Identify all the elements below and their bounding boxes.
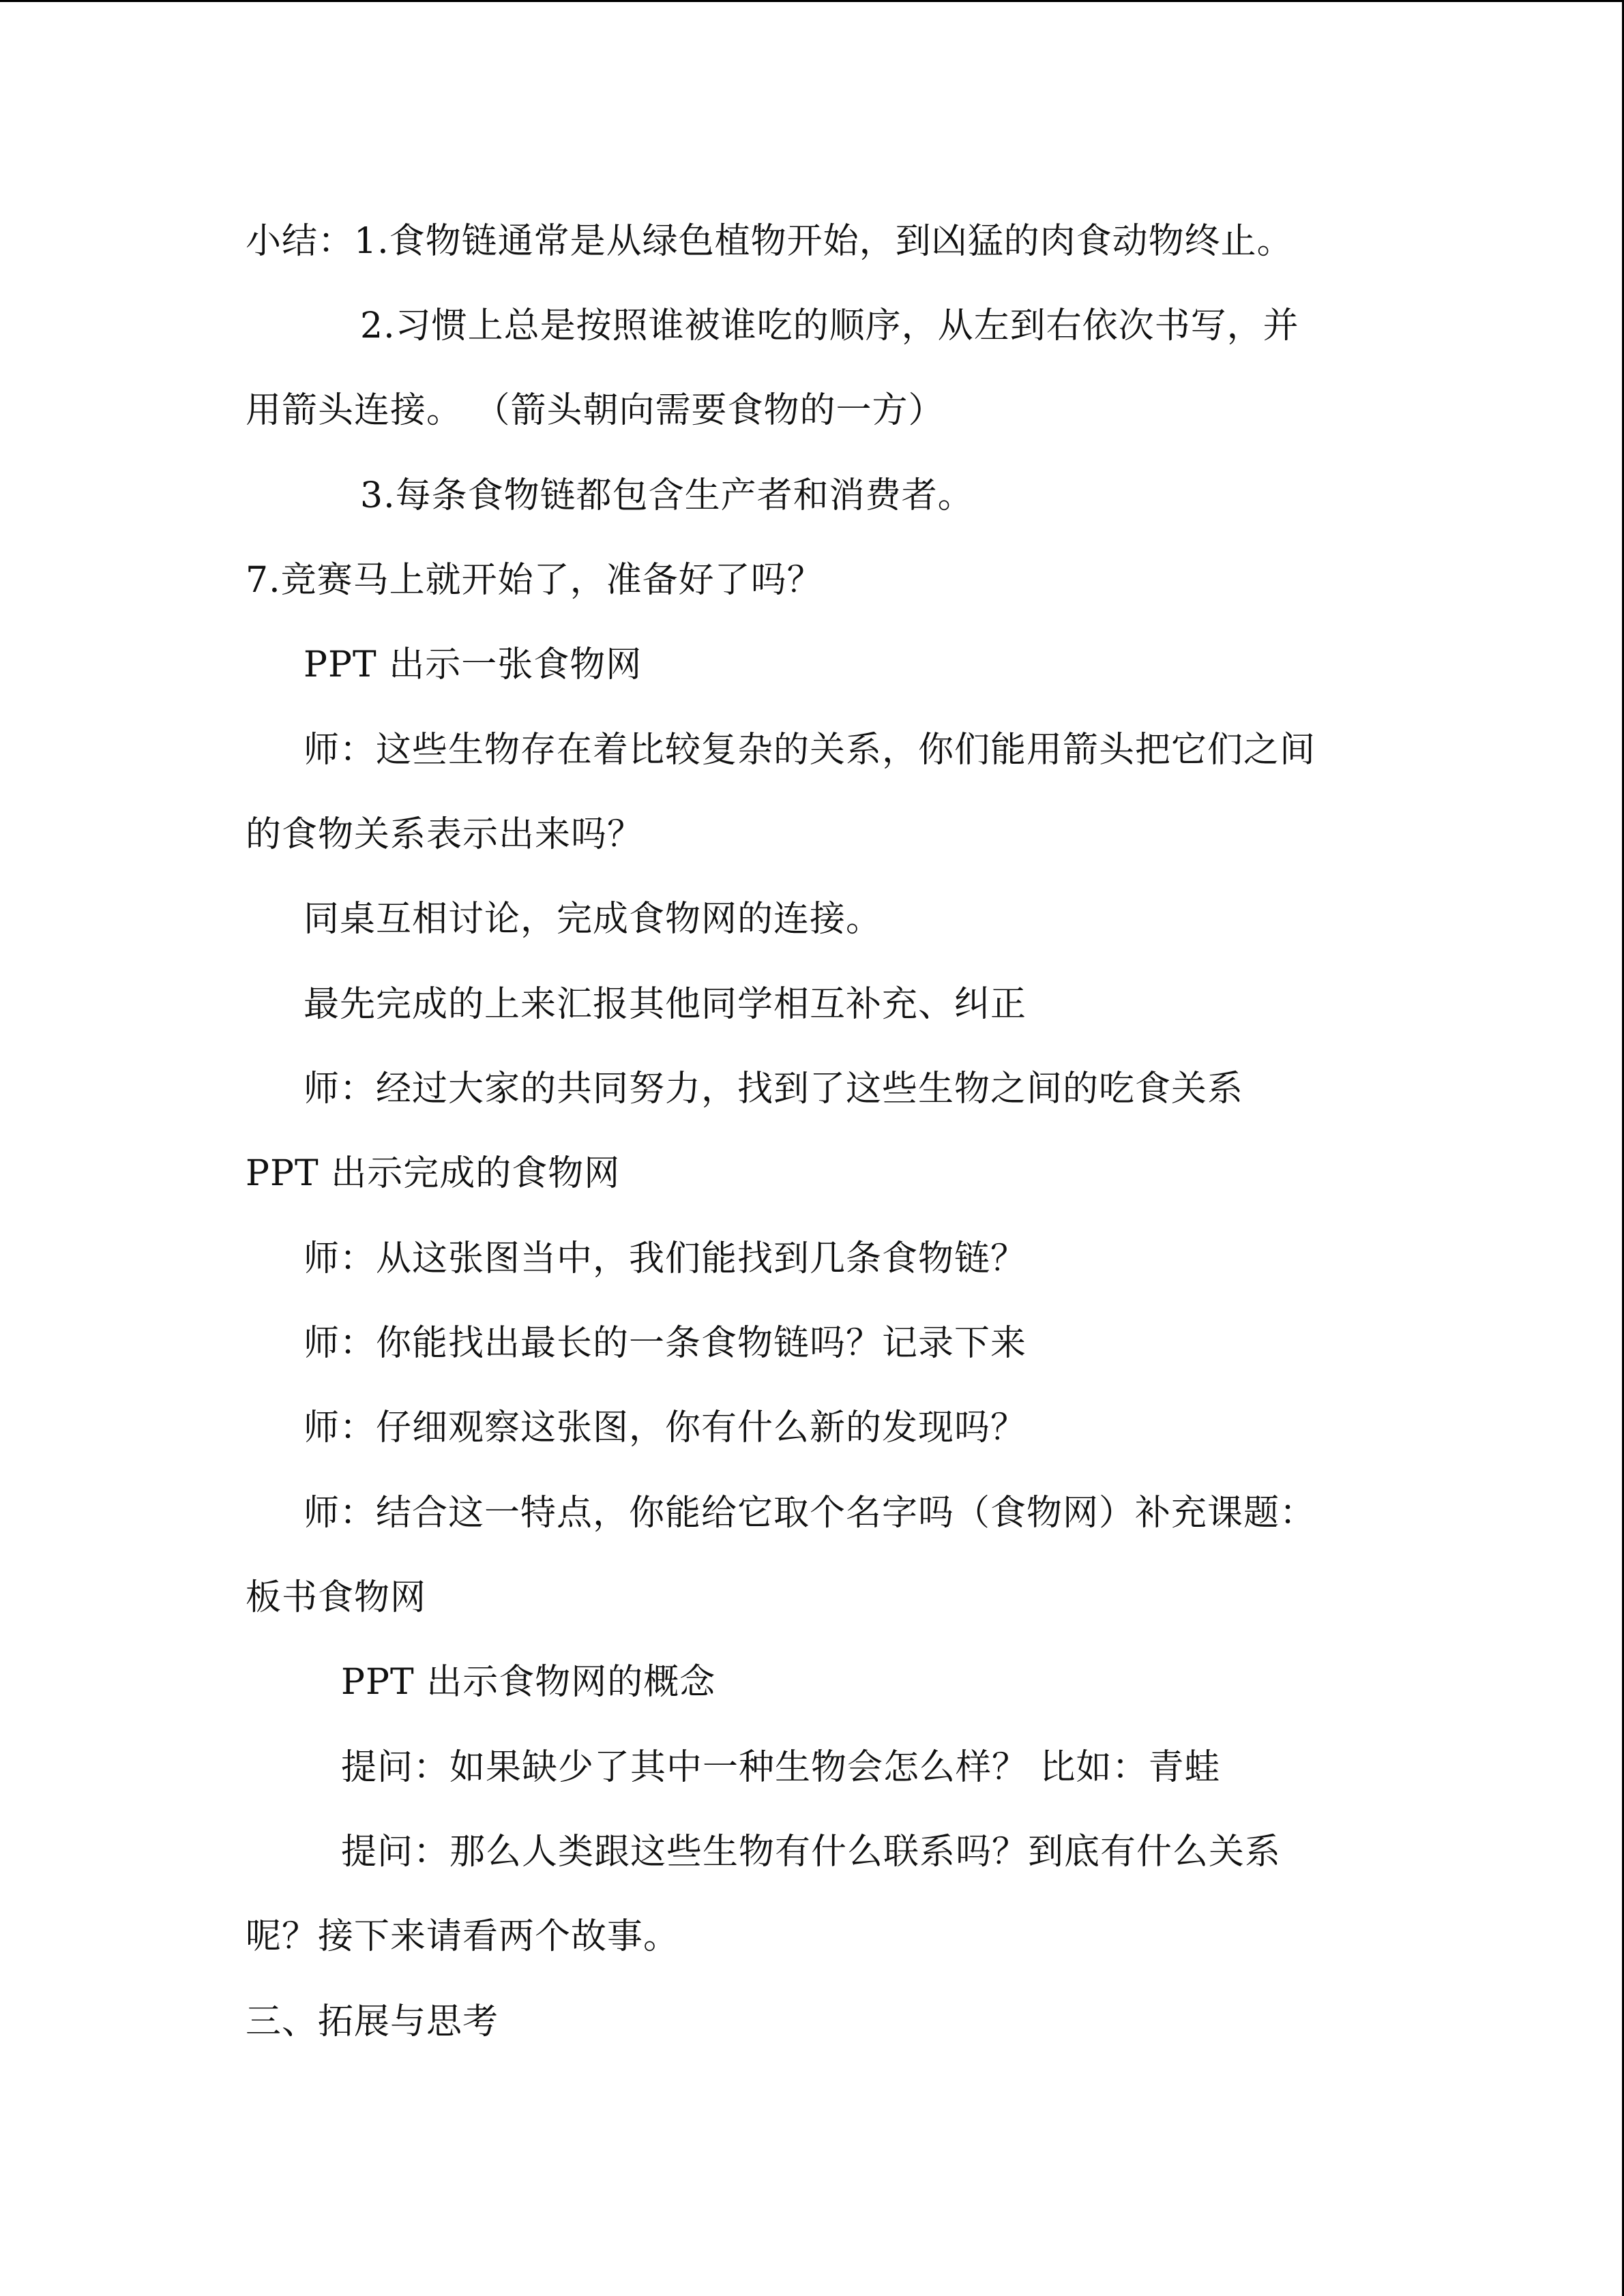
teacher-question-arrows-continued: 的食物关系表示出来吗？ xyxy=(246,814,644,855)
summary-point-1: 小结：1.食物链通常是从绿色植物开始，到凶猛的肉食动物终止。 xyxy=(246,221,1293,262)
summary-point-2: 2.习惯上总是按照谁被谁吃的顺序，从左到右依次书写，并 xyxy=(360,305,1299,346)
report-line: 最先完成的上来汇报其他同学相互补充、纠正 xyxy=(304,984,1027,1025)
teacher-naming-question: 师：结合这一特点，你能给它取个名字吗（食物网）补充课题： xyxy=(304,1493,1316,1534)
teacher-question-arrows: 师：这些生物存在着比较复杂的关系，你们能用箭头把它们之间 xyxy=(304,730,1316,771)
question-human-relation: 提问：那么人类跟这些生物有什么联系吗？到底有什么关系 xyxy=(341,1832,1282,1873)
teacher-chain-count-question: 师：从这张图当中，我们能找到几条食物链？ xyxy=(304,1238,1027,1279)
teacher-longest-chain-question: 师：你能找出最长的一条食物链吗？记录下来 xyxy=(304,1323,1027,1364)
teacher-observe-question: 师：仔细观察这张图，你有什么新的发现吗？ xyxy=(304,1407,1027,1448)
question-human-relation-continued: 呢？接下来请看两个故事。 xyxy=(246,1916,680,1957)
step-7-heading: 7.竞赛马上就开始了，准备好了吗？ xyxy=(246,560,823,601)
summary-point-3: 3.每条食物链都包含生产者和消费者。 xyxy=(360,475,974,516)
desk-discussion-line: 同桌互相讨论，完成食物网的连接。 xyxy=(304,899,883,940)
section-heading-extension: 三、拓展与思考 xyxy=(246,2001,499,2042)
blackboard-note: 板书食物网 xyxy=(246,1577,427,1618)
question-missing-organism: 提问：如果缺少了其中一种生物会怎么样？ 比如：青蛙 xyxy=(341,1747,1221,1788)
ppt-completed-web-line: PPT 出示完成的食物网 xyxy=(246,1153,621,1194)
ppt-food-web-line: PPT 出示一张食物网 xyxy=(304,644,643,685)
teacher-effort-line: 师：经过大家的共同努力，找到了这些生物之间的吃食关系 xyxy=(304,1069,1244,1109)
summary-point-2-continued: 用箭头连接。 （箭头朝向需要食物的一方） xyxy=(246,390,945,431)
ppt-concept-line: PPT 出示食物网的概念 xyxy=(341,1662,716,1703)
